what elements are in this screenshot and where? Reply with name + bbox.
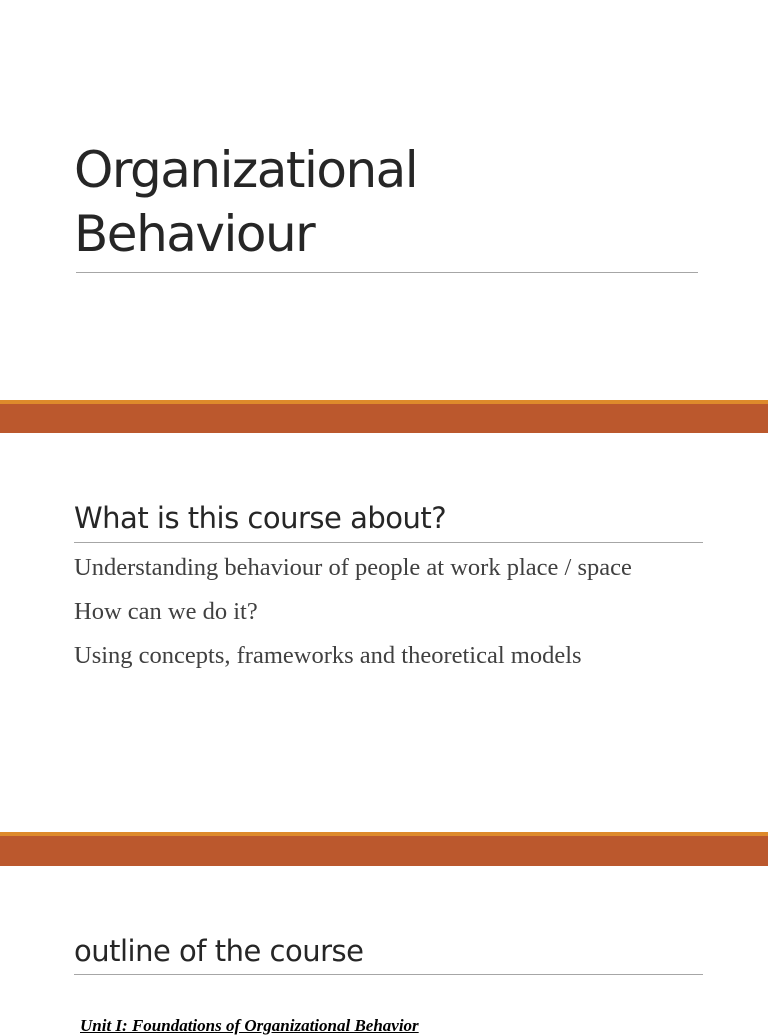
slide-title (74, 138, 417, 266)
unit-heading: Unit I: Foundations of Organizational Behavior (80, 1016, 419, 1035)
title-line-1: Organizational (74, 141, 418, 199)
slide-separator (0, 400, 768, 433)
bullet-item: Using concepts, frameworks and theoretical models (74, 642, 582, 669)
slide-1 (0, 0, 768, 400)
bullet-list (74, 553, 694, 685)
title-underline (76, 272, 698, 273)
slide-3 (0, 866, 768, 1035)
slide-heading: What is this course about? (74, 501, 447, 535)
bullet-item: How can we do it? (74, 598, 258, 625)
slide-heading: outline of the course (74, 934, 364, 968)
slide-2 (0, 433, 768, 832)
heading-underline (74, 542, 703, 543)
heading-underline (74, 974, 703, 975)
title-line-2: Behaviour (74, 205, 315, 263)
slide-separator (0, 832, 768, 866)
bullet-item: Understanding behaviour of people at work place / space (74, 554, 632, 581)
